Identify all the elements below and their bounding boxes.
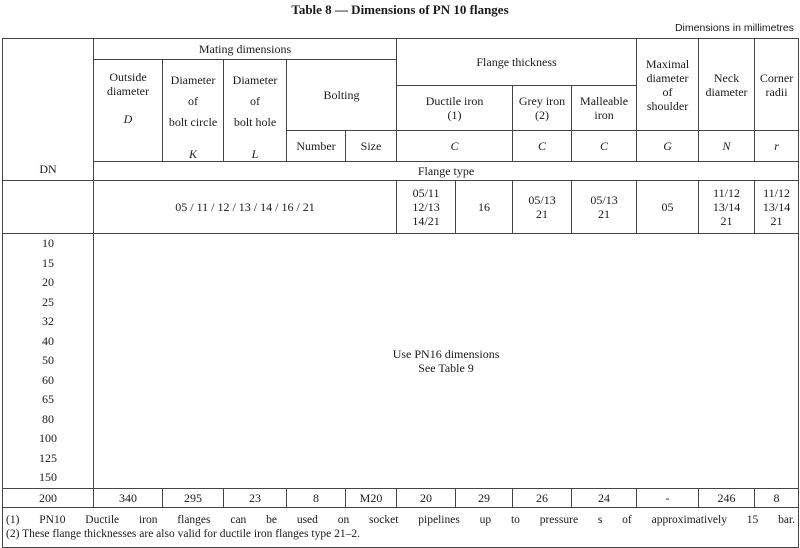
flange-type-malleable: 05/13 21 xyxy=(572,181,637,234)
dn-value: 32 xyxy=(42,314,54,328)
corner-radii-header: Corner radii xyxy=(755,39,799,131)
table-notes xyxy=(3,507,799,547)
dn-value: 80 xyxy=(42,411,54,426)
symbol-r: r xyxy=(755,131,799,162)
cell-radii: 8 xyxy=(755,488,799,507)
flange-type-label: Flange type xyxy=(94,162,799,181)
bolt-circle-header: Diameter of bolt circle K xyxy=(163,60,224,162)
dn-value: 200 xyxy=(3,488,94,507)
cell-ductile-b: 29 xyxy=(456,488,513,507)
use-pn16-note: Use PN16 dimensions See Table 9 xyxy=(94,234,799,489)
units-note: Dimensions in millimetres xyxy=(674,22,794,34)
mating-dimensions-header: Mating dimensions xyxy=(94,39,397,60)
symbol-c-malleable: C xyxy=(572,131,637,162)
dn-list xyxy=(3,234,94,489)
cell-ductile-a: 20 xyxy=(397,488,456,507)
dn-value: 150 xyxy=(39,470,57,484)
flange-dimensions-table xyxy=(2,38,799,548)
flange-type-shoulder: 05 xyxy=(637,181,699,234)
dn-value: 50 xyxy=(42,353,54,367)
note-1: (1) PN10 Ductile iron flanges can be used on socket pipelines up to pressure s of approximatively 15 bar. xyxy=(6,514,796,526)
dn-value: 15 xyxy=(42,255,54,270)
flange-thickness-header: Flange thickness xyxy=(397,39,637,86)
flange-type-neck: 11/12 13/14 21 xyxy=(699,181,755,234)
bolt-hole-header: Diameter of bolt hole L xyxy=(224,60,287,162)
symbol-n: N xyxy=(699,131,755,162)
cell-shoulder: - xyxy=(637,488,699,507)
flange-type-grey: 05/13 21 xyxy=(513,181,572,234)
cell-number: 8 xyxy=(287,488,346,507)
cell-grey: 26 xyxy=(513,488,572,507)
cell-malleable: 24 xyxy=(572,488,637,507)
flange-type-radii: 11/12 13/14 21 xyxy=(755,181,799,234)
symbol-d: D xyxy=(123,112,133,126)
dn-spacer xyxy=(3,181,94,234)
flange-type-mating: 05 / 11 / 12 / 13 / 14 / 16 / 21 xyxy=(94,181,397,234)
cell-k: 295 xyxy=(163,488,224,507)
dn-value: 10 xyxy=(42,236,54,250)
neck-diameter-header: Neck diameter xyxy=(699,39,755,131)
cell-l: 23 xyxy=(224,488,287,507)
cell-d: 340 xyxy=(94,488,163,507)
cell-size: M20 xyxy=(346,488,397,507)
flange-type-ductile-a: 05/11 12/13 14/21 xyxy=(397,181,456,234)
bolt-size-header: Size xyxy=(346,131,397,162)
table-row xyxy=(3,488,799,507)
max-shoulder-header: Maximal diameter of shoulder xyxy=(637,39,699,131)
dn-value: 20 xyxy=(42,275,54,289)
dn-value: 125 xyxy=(39,450,57,465)
ductile-iron-header: Ductile iron (1) xyxy=(397,86,513,131)
table-title: Table 8 — Dimensions of PN 10 flanges xyxy=(291,2,509,17)
dn-value: 25 xyxy=(42,294,54,309)
symbol-c-ductile: C xyxy=(397,131,513,162)
symbol-k: K xyxy=(188,147,197,161)
symbol-c-grey: C xyxy=(513,131,572,162)
symbol-g: G xyxy=(637,131,699,162)
dn-value: 100 xyxy=(39,431,57,445)
symbol-l: L xyxy=(251,147,259,161)
dn-value: 60 xyxy=(42,372,54,387)
malleable-iron-header: Malleable iron xyxy=(572,86,637,131)
dn-value: 65 xyxy=(42,392,54,406)
cell-neck: 246 xyxy=(699,488,755,507)
flange-type-ductile-b: 16 xyxy=(456,181,513,234)
bolting-header: Bolting xyxy=(287,60,397,131)
note-2: (2) These flange thicknesses are also valid for ductile iron flanges type 21–2. xyxy=(6,528,360,540)
dn-value: 40 xyxy=(42,333,54,348)
bolt-number-header: Number xyxy=(287,131,346,162)
dn-header: DN xyxy=(3,39,94,181)
grey-iron-header: Grey iron (2) xyxy=(513,86,572,131)
outside-diameter-header: Outside diameter D xyxy=(94,60,163,162)
